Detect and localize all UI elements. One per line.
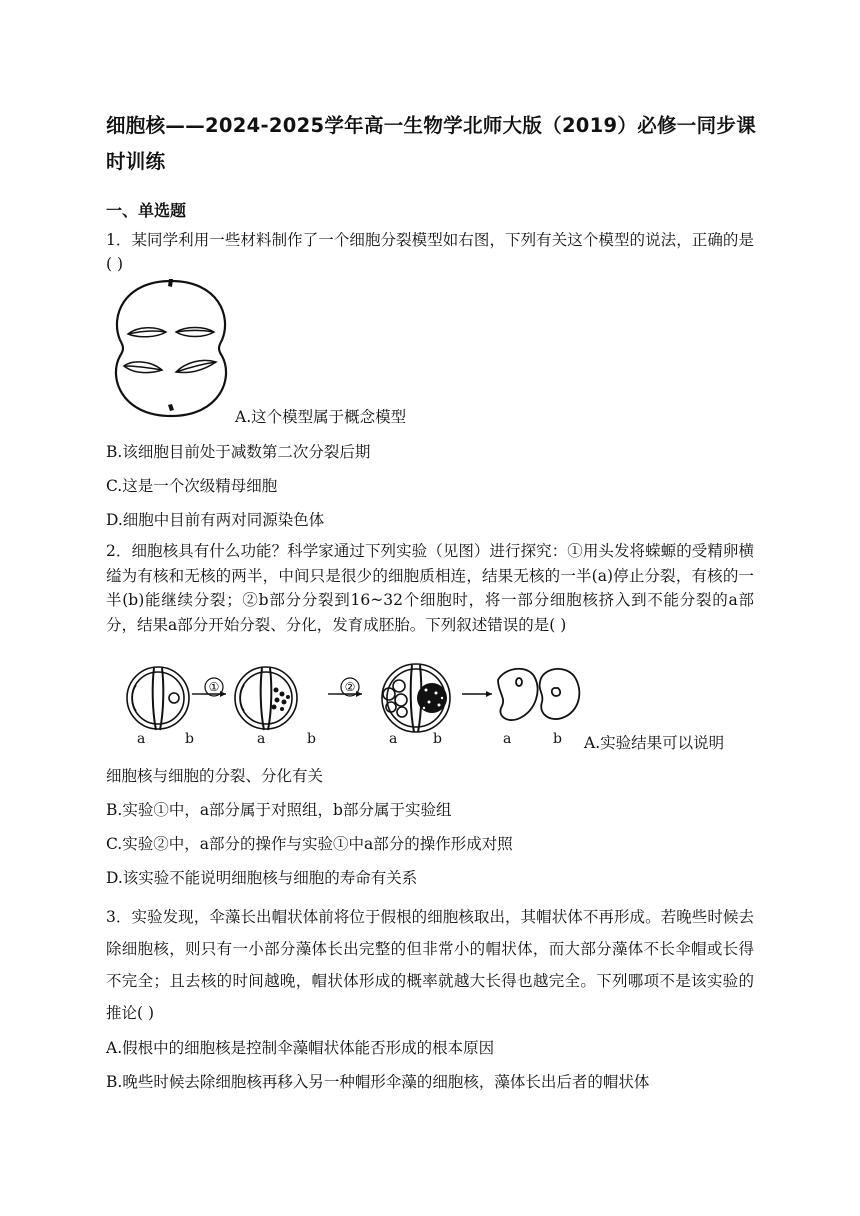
q2-option-a-part1: A.实验结果可以说明 — [584, 734, 725, 752]
label-a-2: a — [257, 731, 266, 747]
step-2-label: ② — [344, 680, 356, 694]
q3-option-a: A.假根中的细胞核是控制伞藻帽状体能否形成的根本原因 — [106, 1039, 495, 1057]
step-1-label: ① — [208, 680, 220, 694]
document-title: 细胞核——2024-2025学年高一生物学北师大版（2019）必修一同步课时训练 — [106, 114, 757, 173]
q2-option-d: D.该实验不能说明细胞核与细胞的寿命有关系 — [106, 869, 418, 887]
newt-egg-experiment-figure — [106, 660, 586, 748]
q2-option-c: C.实验②中，a部分的操作与实验①中a部分的操作形成对照 — [106, 835, 513, 853]
label-b-4: b — [553, 731, 562, 747]
label-b-2: b — [307, 731, 316, 747]
label-a-3: a — [389, 731, 398, 747]
question-1-stem: 1．某同学利用一些材料制作了一个细胞分裂模型如右图，下列有关这个模型的说法，正确的是( ) — [106, 231, 754, 273]
q1-option-c: C.这是一个次级精母细胞 — [106, 477, 278, 495]
question-3-stem: 3．实验发现，伞藻长出帽状体前将位于假根的细胞核取出，其帽状体不再形成。若晚些时候去除细胞核，则只有一小部分藻体长出完整的但非常小的帽状体，而大部分藻体不长伞帽或长得不完全；且去核的时间越晚，帽状体形成的概率就越大长得也越完全。下列哪项不是该实验的推论( ) — [106, 908, 754, 1022]
label-a-1: a — [137, 731, 146, 747]
q2-option-b: B.实验①中，a部分属于对照组，b部分属于实验组 — [106, 801, 452, 819]
q1-option-d: D.细胞中目前有两对同源染色体 — [106, 511, 325, 529]
question-2-stem: 2．细胞核具有什么功能？科学家通过下列实验（见图）进行探究：①用头发将蝾螈的受精卵横缢为有核和无核的两半，中间只是很少的细胞质相连，结果无核的一半(a)停止分裂，有核的一半(b)能继续分裂；②b部分分裂到16~32个细胞时，将一部分细胞核挤入到不能分裂的a部分，结果a部分开始分裂、分化，发育成胚胎。下列叙述错误的是( ) — [106, 542, 754, 634]
label-b-3: b — [433, 731, 442, 747]
q2-option-a-part2: 细胞核与细胞的分裂、分化有关 — [106, 767, 324, 785]
label-a-4: a — [503, 731, 512, 747]
q3-option-b: B.晚些时候去除细胞核再移入另一种帽形伞藻的细胞核，藻体长出后者的帽状体 — [106, 1073, 650, 1091]
q1-option-b: B.该细胞目前处于减数第二次分裂后期 — [106, 443, 371, 461]
cell-division-model-figure — [106, 274, 236, 422]
q1-option-a: A.这个模型属于概念模型 — [235, 408, 407, 426]
label-b-1: b — [185, 731, 194, 747]
section-heading: 一、单选题 — [106, 201, 187, 220]
